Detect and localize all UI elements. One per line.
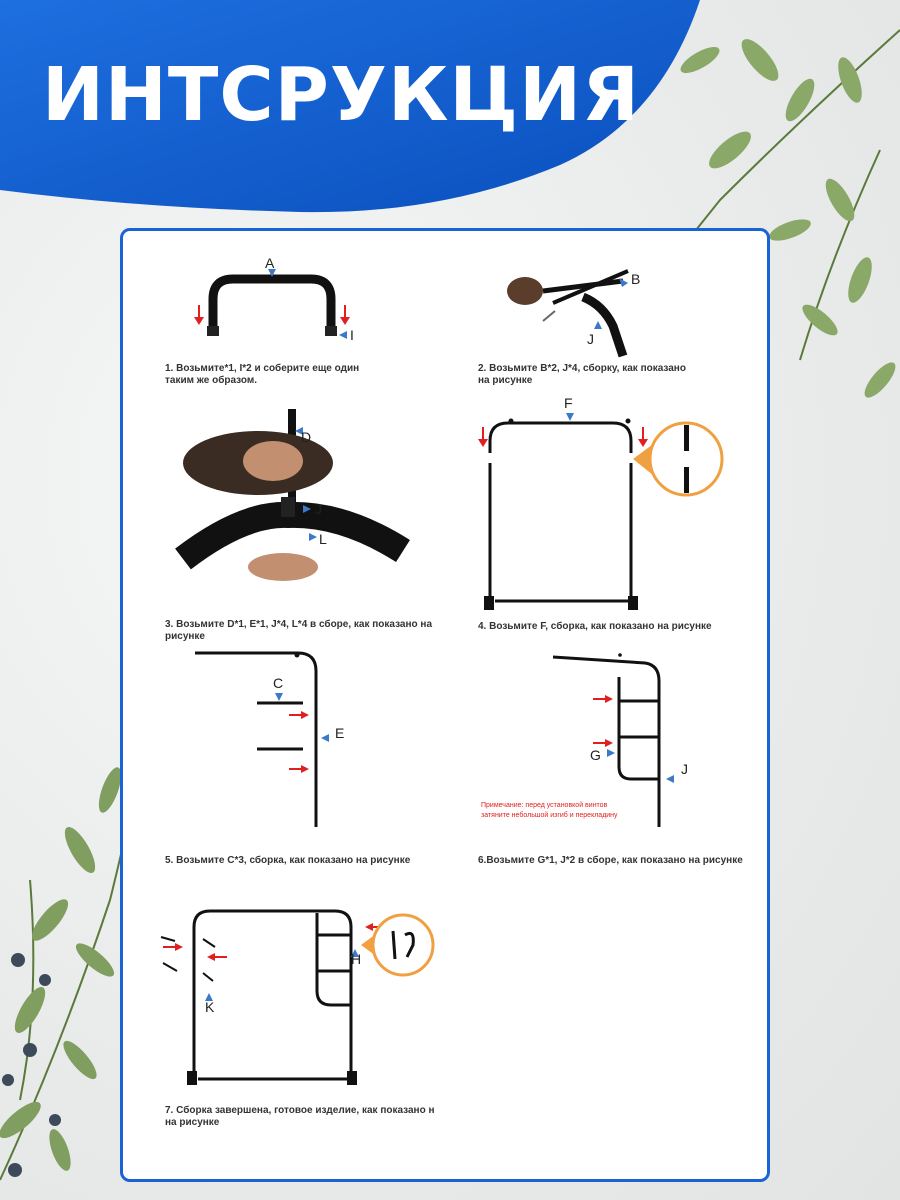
instruction-card — [120, 228, 770, 1182]
step-2-label-j: J — [587, 331, 594, 347]
step-7-caption: 7. Сборка завершена, готовое изделие, как показано н на рисунке — [165, 1105, 435, 1128]
step-5-label-e: E — [335, 725, 345, 741]
step-1-caption: 1. Возьмите*1, I*2 и соберите еще один таким же образом. — [165, 363, 360, 386]
step-2-diagram — [123, 231, 770, 371]
step-4-caption: 4. Возьмите F, сборка, как показано на рисунке — [478, 621, 712, 632]
step-3-label-l: L — [319, 531, 327, 547]
step-6-caption: 6.Возьмите G*1, J*2 в сборе, как показано на рисунке — [478, 855, 743, 866]
step-6-diagram — [123, 641, 770, 841]
step-5-label-c: C — [273, 675, 284, 691]
step-6-note: Примечание: перед установкой винтов затяните небольшой изгиб и перекладину — [481, 802, 618, 819]
step-2-label-b: B — [631, 271, 641, 287]
step-4-diagram — [123, 391, 770, 631]
step-1-label-a: A — [265, 255, 275, 271]
step-3-label-d: D — [301, 429, 312, 445]
step-3-caption: 3. Возьмите D*1, E*1, J*4, L*4 в сборе, как показано на рисунке — [165, 619, 433, 642]
step-4-label-f: F — [564, 395, 573, 411]
step-5-caption: 5. Возьмите C*3, сборка, как показано на рисунке — [165, 855, 411, 866]
page-title: ИНТСРУКЦИЯ — [42, 52, 640, 138]
step-6-label-j: J — [681, 761, 688, 777]
step-1-label-i: I — [350, 327, 354, 343]
step-2-caption: 2. Возьмите B*2, J*4, сборку, как показано на рисунке — [478, 363, 686, 386]
step-7-label-k: K — [205, 999, 215, 1015]
step-7-diagram — [123, 901, 770, 1121]
step-6-label-g: G — [590, 747, 601, 763]
step-3-label-j: J — [315, 501, 322, 517]
step-7-label-h: H — [351, 951, 362, 967]
